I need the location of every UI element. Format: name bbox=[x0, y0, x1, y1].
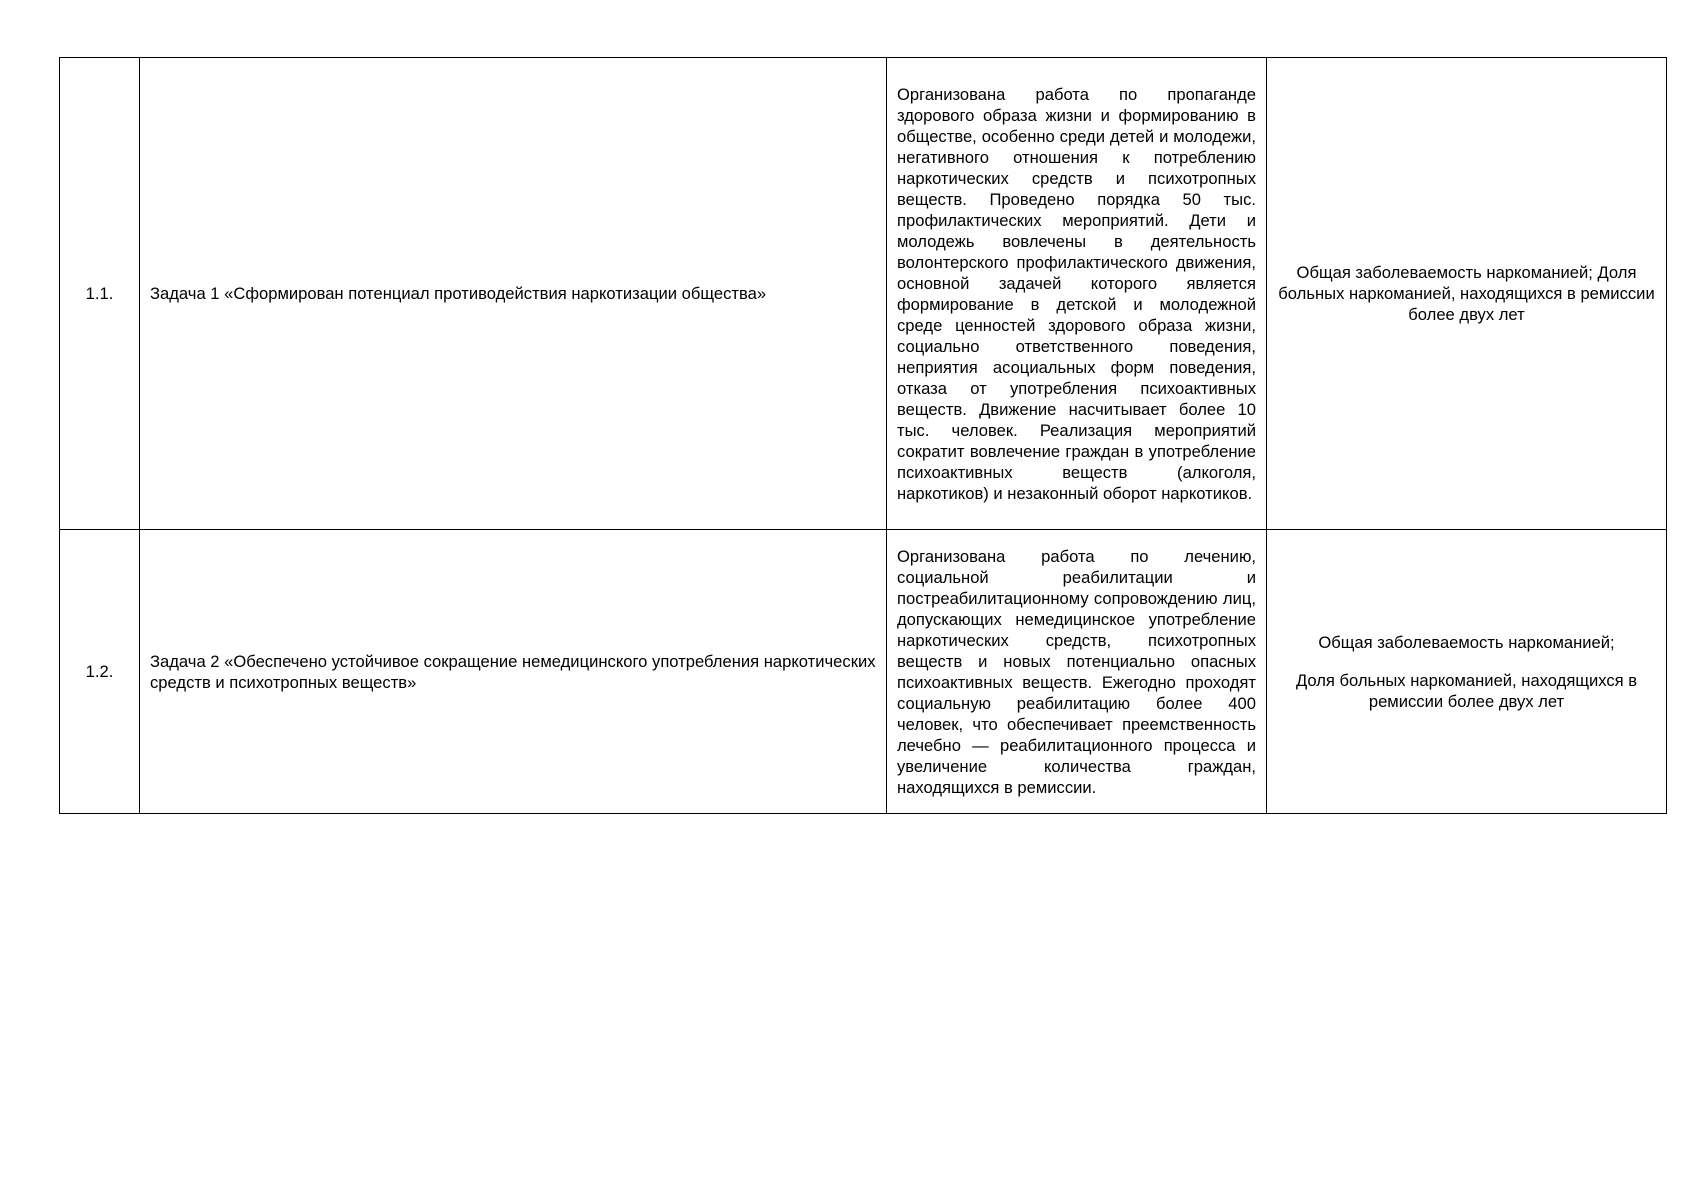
expected-result: Организована работа по пропаганде здорового образа жизни и формированию в обществе, особенно среди детей и молодежи, негативного отношения к потреблению наркотических средств и психотропных веществ. Проведено порядка 50 тыс. профилактических мероприятий. Дети и молодежь вовлечены в деятельность волонтерского профилактического движения, основной задачей которого является формирование в детской и молодежной среде ценностей здорового образа жизни, социально ответственного поведения, неприятия асоциальных форм поведения, отказа от употребления психоактивных веществ. Движение насчитывает более 10 тыс. человек. Реализация мероприятий сократит вовлечение граждан в употребление психоактивных веществ (алкоголя, наркотиков) и незаконный оборот наркотиков. bbox=[887, 58, 1267, 530]
row-number: 1.1. bbox=[60, 58, 140, 530]
table-row bbox=[60, 58, 1667, 530]
program-tasks-table bbox=[59, 57, 1667, 814]
indicator-line: Общая заболеваемость наркоманией; bbox=[1318, 632, 1615, 652]
expected-result: Организована работа по лечению, социальной реабилитации и постреабилитационному сопровождению лиц, допускающих немедицинское употребление наркотических средств, психотропных веществ и новых потенциально опасных психоактивных веществ. Ежегодно проходят социальную реабилитацию более 400 человек, что обеспечивает преемственность лечебно — реабилитационного процесса и увеличение количества граждан, находящихся в ремиссии. bbox=[887, 530, 1267, 814]
table-row bbox=[60, 530, 1667, 814]
indicator bbox=[1267, 530, 1667, 814]
task-name: Задача 2 «Обеспечено устойчивое сокращение немедицинского употребления наркотических средств и психотропных веществ» bbox=[140, 530, 887, 814]
indicator-spacer bbox=[1277, 653, 1656, 670]
row-number: 1.2. bbox=[60, 530, 140, 814]
indicator-line: Доля больных наркоманией, находящихся в ремиссии более двух лет bbox=[1295, 670, 1638, 711]
task-name: Задача 1 «Сформирован потенциал противодействия наркотизации общества» bbox=[140, 58, 887, 530]
indicator: Общая заболеваемость наркоманией; Доля больных наркоманией, находящихся в ремиссии более двух лет bbox=[1267, 58, 1667, 530]
